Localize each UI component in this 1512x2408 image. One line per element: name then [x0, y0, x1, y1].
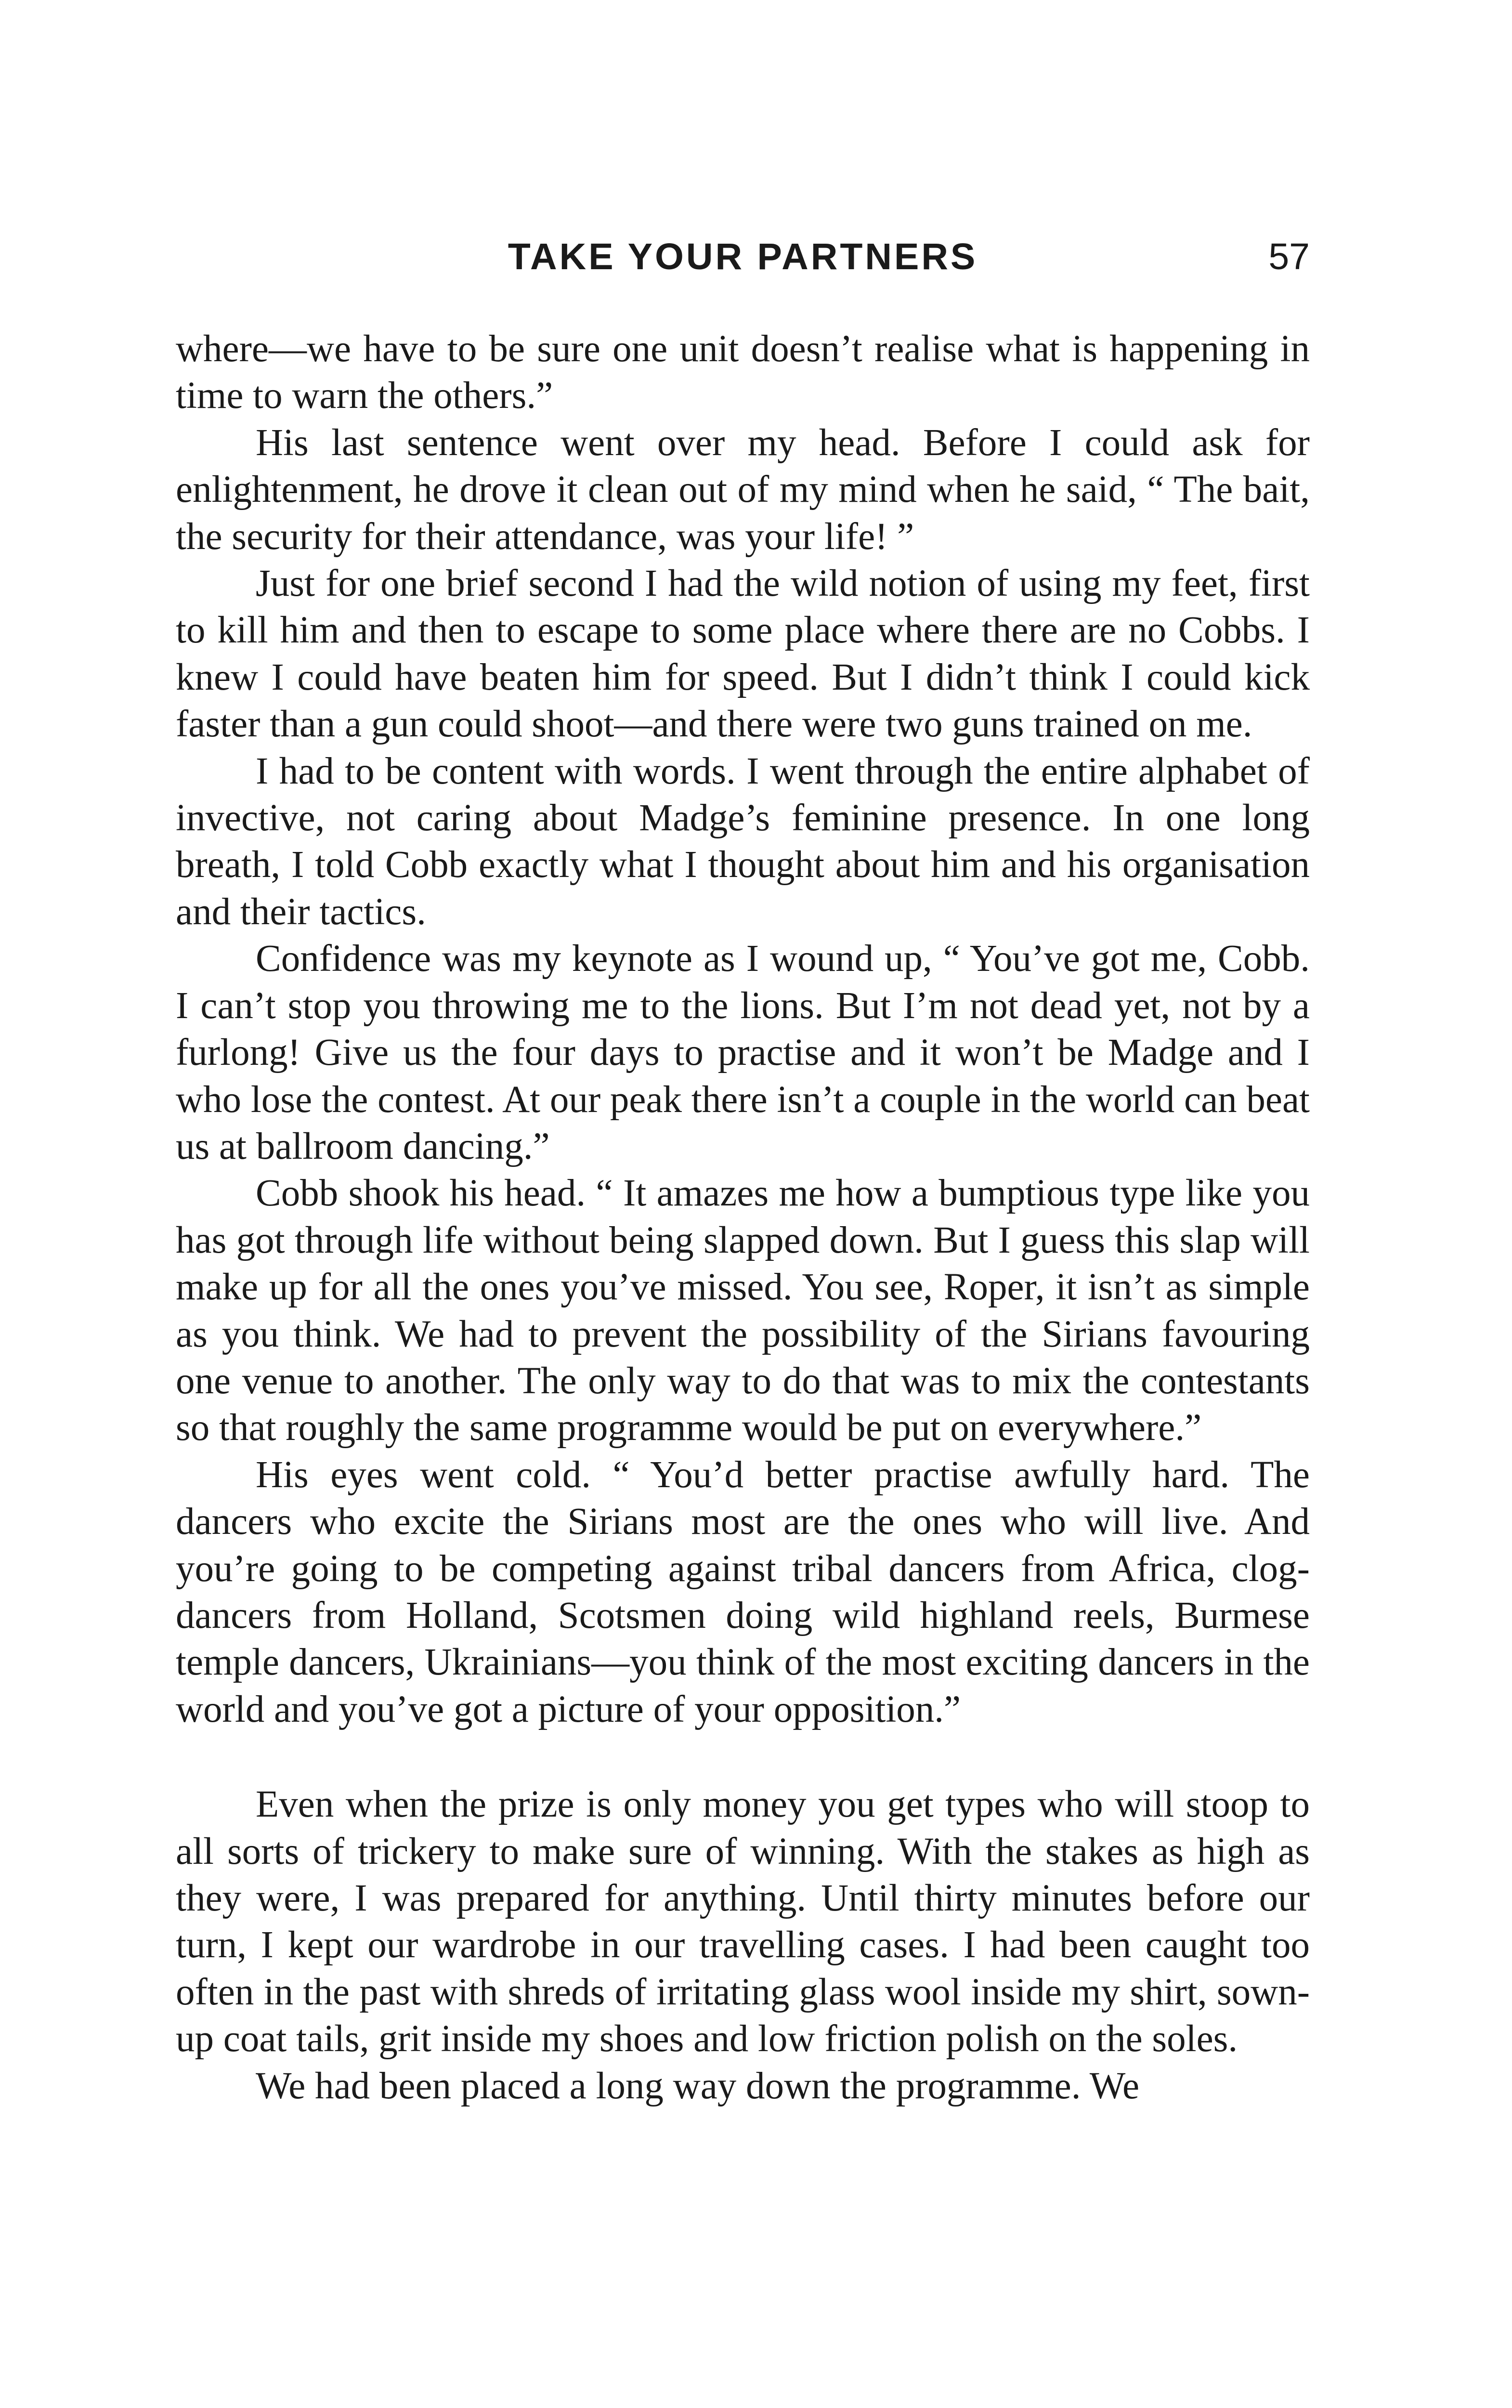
page-header	[176, 230, 1310, 283]
paragraph-new-section: Even when the prize is only money you get types who will stoop to all sorts of trickery to make sure of winning. With the stakes as high as they were, I was prepared for anything. Until thirty minutes before our turn, I kept our wardrobe in our travelling cases. I had been caught too often in the past with shreds of irritating glass wool inside my shirt, sown-up coat tails, grit inside my shoes and low friction polish on the soles.	[176, 1783, 1310, 2060]
paragraph: Just for one brief second I had the wild notion of using my feet, first to kill him and then to escape to some place where there are no Cobbs. I knew I could have beaten him for speed. But I didn’t think I could kick faster than a gun could shoot—and there were two guns trained on me.	[176, 563, 1310, 746]
body-text	[176, 326, 1310, 2109]
paragraph: I had to be content with words. I went through the entire alphabet of invective, not caring about Madge’s feminine presence. In one long breath, I told Cobb exactly what I thought about him and his organisation and their tactics.	[176, 750, 1310, 933]
paragraph: Cobb shook his head. “ It amazes me how a bumptious type like you has got through life without being slapped down. But I guess this slap will make up for all the ones you’ve missed. You see, Roper, it isn’t as simple as you think. We had to prevent the possibility of the Sirians favouring one venue to another. The only way to do that was to mix the contestants so that roughly the same programme would be put on everywhere.”	[176, 1172, 1310, 1449]
page-number: 57	[1268, 236, 1310, 277]
paragraph: His eyes went cold. “ You’d better practise awfully hard. The dancers who excite the Sirians most are the ones who will live. And you’re going to be competing against tribal dancers from Africa, clog-dancers from Holland, Scotsmen doing wild highland reels, Burmese temple dancers, Ukrainians—you think of the most exciting dancers in the world and you’ve got a picture of your opposition.”	[176, 1453, 1310, 1730]
paragraph: Confidence was my keynote as I wound up, “ You’ve got me, Cobb. I can’t stop you throwing me to the lions. But I’m not dead yet, not by a furlong! Give us the four days to practise and it won’t be Madge and I who lose the contest. At our peak there isn’t a couple in the world can beat us at ballroom dancing.”	[176, 938, 1310, 1167]
running-title: TAKE YOUR PARTNERS	[508, 236, 978, 277]
paragraph: His last sentence went over my head. Before I could ask for enlightenment, he drove it clean out of my mind when he said, “ The bait, the security for their attendance, was your life! ”	[176, 421, 1310, 558]
paragraph-continued: where—we have to be sure one unit doesn’t realise what is happening in time to warn the others.”	[176, 328, 1310, 417]
paragraph: We had been placed a long way down the programme. We	[256, 2065, 1140, 2107]
